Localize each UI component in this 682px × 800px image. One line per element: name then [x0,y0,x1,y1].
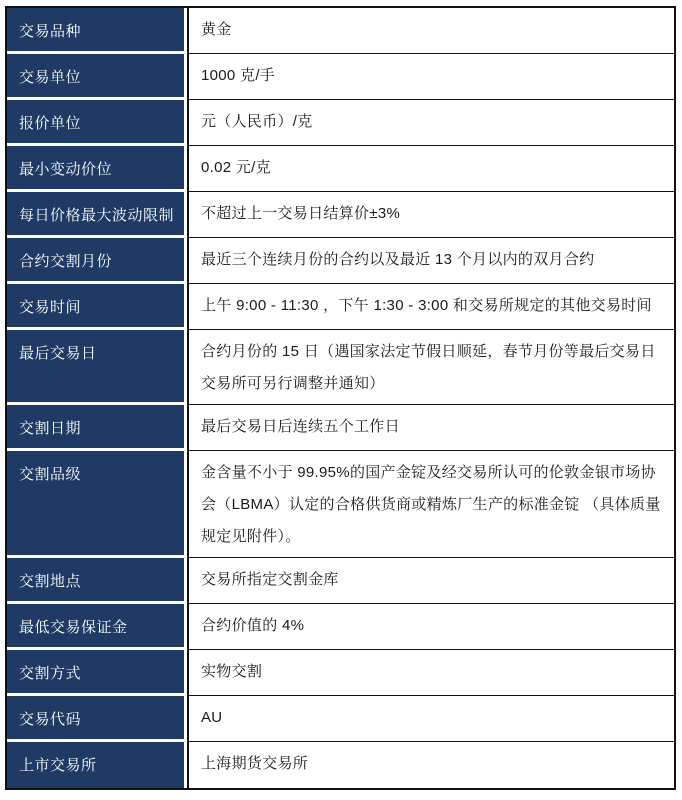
table-row [7,146,674,192]
row-value: 不超过上一交易日结算价±3% [187,192,674,238]
row-label: 交割地点 [7,558,187,604]
table-row [7,330,674,405]
row-value: AU [187,696,674,742]
table-row [7,238,674,284]
table-row [7,650,674,696]
table-row [7,192,674,238]
row-label: 合约交割月份 [7,238,187,284]
row-label: 上市交易所 [7,742,187,788]
table-row [7,405,674,451]
row-value: 最近三个连续月份的合约以及最近 13 个月以内的双月合约 [187,238,674,284]
table-row [7,284,674,330]
row-label: 交易代码 [7,696,187,742]
row-value: 上海期货交易所 [187,742,674,788]
row-value: 最后交易日后连续五个工作日 [187,405,674,451]
row-label: 最低交易保证金 [7,604,187,650]
row-value: 实物交割 [187,650,674,696]
row-value: 交易所指定交割金库 [187,558,674,604]
row-value: 合约价值的 4% [187,604,674,650]
table-row [7,558,674,604]
table-row [7,100,674,146]
row-value: 元（人民币）/克 [187,100,674,146]
row-value: 1000 克/手 [187,54,674,100]
row-value: 上午 9:00 - 11:30 ，下午 1:30 - 3:00 和交易所规定的其他交易时间 [187,284,674,330]
row-value: 0.02 元/克 [187,146,674,192]
row-label: 报价单位 [7,100,187,146]
row-value: 黄金 [187,8,674,54]
row-label: 交割日期 [7,405,187,451]
row-label: 交易品种 [7,8,187,54]
row-label: 交割方式 [7,650,187,696]
row-label: 交割品级 [7,451,187,558]
table-row [7,8,674,54]
row-label: 每日价格最大波动限制 [7,192,187,238]
row-label: 交易单位 [7,54,187,100]
row-label: 最小变动价位 [7,146,187,192]
futures-contract-spec-table [5,6,676,790]
row-label: 最后交易日 [7,330,187,405]
row-value: 合约月份的 15 日（遇国家法定节假日顺延，春节月份等最后交易日交易所可另行调整并通知） [187,330,674,405]
table-row [7,54,674,100]
row-label: 交易时间 [7,284,187,330]
table-row [7,696,674,742]
table-row [7,451,674,558]
row-value: 金含量不小于 99.95%的国产金锭及经交易所认可的伦敦金银市场协会（LBMA）认定的合格供货商或精炼厂生产的标准金锭 （具体质量规定见附件）。 [187,451,674,558]
table-row [7,742,674,788]
table-row [7,604,674,650]
